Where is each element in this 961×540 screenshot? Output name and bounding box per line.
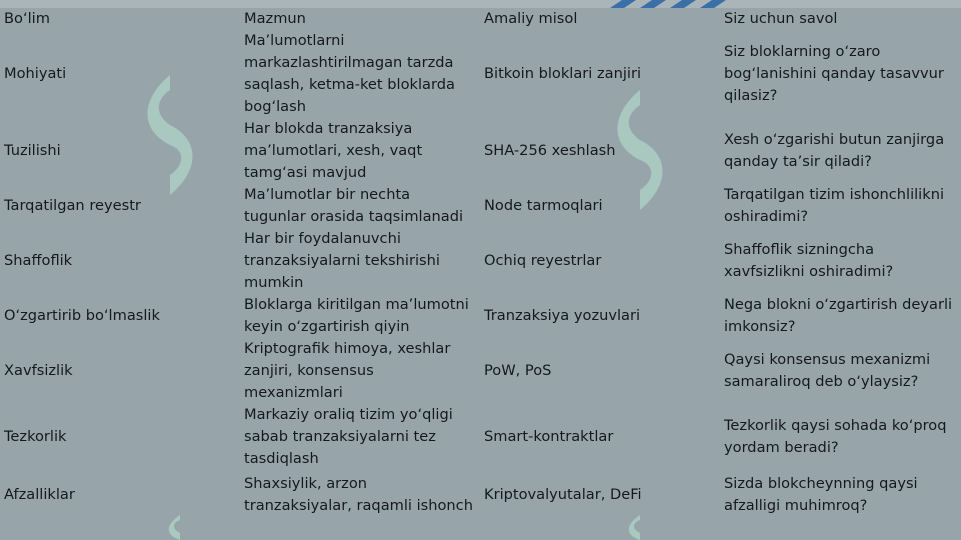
cell-question: Tarqatilgan tizim ishonchlilikni oshiradimi? xyxy=(724,186,944,225)
cell-example: Node tarmoqlari xyxy=(484,197,603,214)
diagonal-stripes-icon xyxy=(610,0,770,8)
cell-content: Shaxsiylik, arzon tranzaksiyalar, raqamli ishonch xyxy=(244,475,473,514)
cell-question: Xesh o‘zgarishi butun zanjirga qanday ta’sir qiladi? xyxy=(724,131,945,170)
cell-content: Markaziy oraliq tizim yo‘qligi sabab tranzaksiyalarni tez tasdiqlash xyxy=(244,406,453,467)
table-header-row xyxy=(0,8,961,30)
cell-section: Mohiyati xyxy=(4,65,67,82)
table-row xyxy=(0,184,961,228)
cell-question: Nega blokni o‘zgartirish deyarli imkonsiz? xyxy=(724,296,953,335)
cell-content: Ma’lumotlar bir nechta tugunlar orasida taqsimlanadi xyxy=(244,186,464,225)
column-header-question: Siz uchun savol xyxy=(724,10,838,27)
cell-question: Sizda blokcheynning qaysi afzalligi muhimroq? xyxy=(724,475,918,514)
cell-content: Har bir foydalanuvchi tranzaksiyalarni tekshirishi mumkin xyxy=(244,230,440,291)
table-row xyxy=(0,30,961,118)
cell-example: Ochiq reyestrlar xyxy=(484,252,602,269)
cell-section: Afzalliklar xyxy=(4,486,75,503)
cell-question: Shaffoflik sizningcha xavfsizlikni oshiradimi? xyxy=(724,241,894,280)
cell-content: Ma’lumotlarni markazlashtirilmagan tarzda saqlash, ketma-ket bloklarda bog‘lash xyxy=(244,32,455,115)
cell-content: Bloklarga kiritilgan ma’lumotni keyin o‘zgartirish qiyin xyxy=(244,296,469,335)
cell-example: Kriptovalyutalar, DeFi xyxy=(484,486,642,503)
cell-question: Qaysi konsensus mexanizmi samaraliroq deb o‘ylaysiz? xyxy=(724,351,931,390)
column-header-section: Bo‘lim xyxy=(4,10,50,27)
column-header-example: Amaliy misol xyxy=(484,10,578,27)
top-band xyxy=(0,0,961,8)
cell-section: Tarqatilgan reyestr xyxy=(4,197,141,214)
column-header-content: Mazmun xyxy=(244,10,306,27)
cell-example: PoW, PoS xyxy=(484,362,552,379)
cell-question: Siz bloklarning o‘zaro bog‘lanishini qanday tasavvur qilasiz? xyxy=(724,43,944,104)
cell-section: Shaffoflik xyxy=(4,252,73,269)
table-row xyxy=(0,118,961,184)
cell-example: Tranzaksiya yozuvlari xyxy=(484,307,641,324)
table-row xyxy=(0,228,961,294)
table-row xyxy=(0,404,961,470)
table-row xyxy=(0,338,961,404)
table-row xyxy=(0,294,961,338)
cell-example: SHA-256 xeshlash xyxy=(484,142,616,159)
cell-section: Tezkorlik xyxy=(4,428,67,445)
cell-section: Tuzilishi xyxy=(4,142,61,159)
blockchain-summary-table xyxy=(0,8,961,520)
cell-content: Kriptografik himoya, xeshlar zanjiri, konsensus mexanizmlari xyxy=(244,340,451,401)
cell-question: Tezkorlik qaysi sohada ko‘proq yordam beradi? xyxy=(724,417,947,456)
cell-section: O‘zgartirib bo‘lmaslik xyxy=(4,307,160,324)
cell-content: Har blokda tranzaksiya ma’lumotlari, xesh, vaqt tamg‘asi mavjud xyxy=(244,120,423,181)
cell-section: Xavfsizlik xyxy=(4,362,73,379)
cell-example: Bitkoin bloklari zanjiri xyxy=(484,65,641,82)
cell-example: Smart-kontraktlar xyxy=(484,428,614,445)
table-row xyxy=(0,470,961,520)
